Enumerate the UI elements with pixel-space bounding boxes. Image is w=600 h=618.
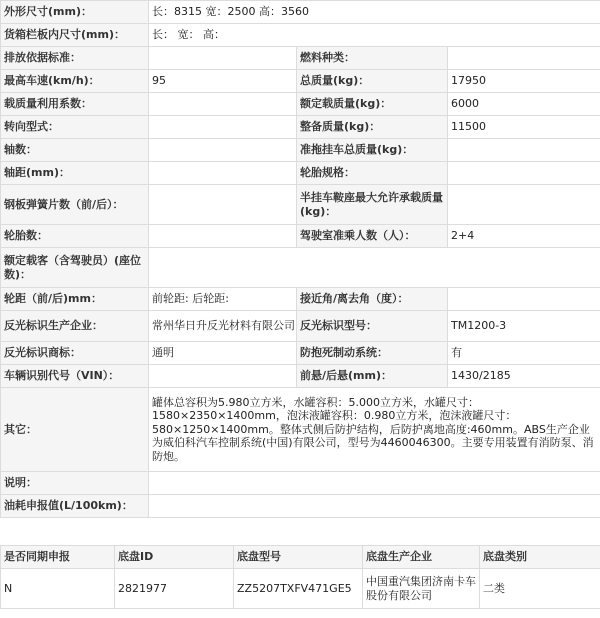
section-gap [0, 518, 600, 545]
chassis-header-concurrent: 是否同期申报 [1, 546, 115, 569]
leaf-spring-label: 钢板弹簧片数（前/后）： [1, 185, 149, 225]
chassis-header-category: 底盘类别 [480, 546, 600, 569]
spec-row-emission [1, 47, 600, 70]
curb-mass-value: 11500 [448, 116, 600, 139]
rated-load-label: 额定载质量(kg)： [297, 93, 448, 116]
dimensions-label: 外形尺寸(mm)： [1, 1, 149, 24]
spec-row-track [1, 288, 600, 311]
max-speed-value: 95 [149, 70, 297, 93]
axle-count-label: 轴数： [1, 139, 149, 162]
overhang-label: 前悬/后悬(mm)： [297, 365, 448, 388]
approach-angle-value [448, 288, 600, 311]
chassis-concurrent-value: N [1, 569, 115, 609]
fuel-type-label: 燃料种类： [297, 47, 448, 70]
emission-standard-label: 排放依据标准： [1, 47, 149, 70]
spec-row-reflector [1, 311, 600, 342]
spec-row-tires [1, 225, 600, 248]
spec-row-spring [1, 185, 600, 225]
spec-row-brand [1, 342, 600, 365]
reflector-maker-label: 反光标识生产企业： [1, 311, 149, 342]
chassis-header-row [1, 546, 600, 569]
leaf-spring-value [149, 185, 297, 225]
saddle-load-label: 半挂车鞍座最大允许承载质量(kg)： [297, 185, 448, 225]
chassis-table [0, 545, 600, 609]
fuel-consumption-label: 油耗申报值(L/100km)： [1, 495, 149, 518]
reflector-brand-label: 反光标识商标： [1, 342, 149, 365]
reflector-brand-value: 通明 [149, 342, 297, 365]
track-width-value: 前轮距: 后轮距: [149, 288, 297, 311]
table-row [1, 569, 600, 609]
chassis-model-value: ZZ5207TXFV471GE5 [234, 569, 363, 609]
rated-load-value: 6000 [448, 93, 600, 116]
chassis-header-id: 底盘ID [115, 546, 234, 569]
spec-row-axles [1, 139, 600, 162]
cab-seats-label: 驾驶室准乘人数（人）： [297, 225, 448, 248]
cargo-size-value: 长： 宽： 高： [149, 24, 600, 47]
approach-angle-label: 接近角/离去角（度）： [297, 288, 448, 311]
spec-row-utilization [1, 93, 600, 116]
reflector-model-label: 反光标识型号： [297, 311, 448, 342]
total-mass-value: 17950 [448, 70, 600, 93]
spec-row-dimensions [1, 1, 600, 24]
spec-row-notes [1, 472, 600, 495]
fuel-type-value [448, 47, 600, 70]
emission-standard-value [149, 47, 297, 70]
wheelbase-label: 轴距(mm)： [1, 162, 149, 185]
other-value: 罐体总容积为5.980立方米，水罐容积：5.000立方米，水罐尺寸：1580×2350×1400mm，泡沫液罐容积：0.980立方米，泡沫液罐尺寸：580×1250×1400mm。整体式侧后防护结构，后防护离地高度:460mm。ABS生产企业为威伯科汽车控制系统(中国)有限公司，型号为4460046300。主要专用装置有消防泵、消防炮。 [149, 388, 600, 472]
reflector-model-value: TM1200-3 [448, 311, 600, 342]
tire-count-label: 轮胎数： [1, 225, 149, 248]
tire-spec-label: 轮胎规格： [297, 162, 448, 185]
chassis-maker-value: 中国重汽集团济南卡车股份有限公司 [363, 569, 480, 609]
vin-value [149, 365, 297, 388]
chassis-id-value: 2821977 [115, 569, 234, 609]
wheelbase-value [149, 162, 297, 185]
tire-count-value [149, 225, 297, 248]
trailer-mass-label: 准拖挂车总质量(kg)： [297, 139, 448, 162]
trailer-mass-value [448, 139, 600, 162]
spec-row-wheelbase [1, 162, 600, 185]
load-utilization-value [149, 93, 297, 116]
dimensions-value: 长：8315 宽：2500 高：3560 [149, 1, 600, 24]
steering-type-label: 转向型式： [1, 116, 149, 139]
track-width-label: 轮距（前/后)mm： [1, 288, 149, 311]
vin-label: 车辆识别代号（VIN）： [1, 365, 149, 388]
spec-row-fuel-consumption [1, 495, 600, 518]
notes-label: 说明： [1, 472, 149, 495]
abs-label: 防抱死制动系统： [297, 342, 448, 365]
passenger-capacity-label: 额定载客（含驾驶员）(座位数)： [1, 248, 149, 288]
saddle-load-value [448, 185, 600, 225]
spec-row-passengers [1, 248, 600, 288]
axle-count-value [149, 139, 297, 162]
chassis-category-value: 二类 [480, 569, 600, 609]
chassis-header-maker: 底盘生产企业 [363, 546, 480, 569]
cab-seats-value: 2+4 [448, 225, 600, 248]
steering-type-value [149, 116, 297, 139]
curb-mass-label: 整备质量(kg)： [297, 116, 448, 139]
spec-row-speed [1, 70, 600, 93]
spec-row-other [1, 388, 600, 472]
max-speed-label: 最高车速(km/h)： [1, 70, 149, 93]
total-mass-label: 总质量(kg)： [297, 70, 448, 93]
notes-value [149, 472, 600, 495]
other-label: 其它： [1, 388, 149, 472]
reflector-maker-value: 常州华日升反光材料有限公司 [149, 311, 297, 342]
overhang-value: 1430/2185 [448, 365, 600, 388]
passenger-capacity-value [149, 248, 600, 288]
chassis-header-model: 底盘型号 [234, 546, 363, 569]
cargo-size-label: 货箱栏板内尺寸(mm)： [1, 24, 149, 47]
fuel-consumption-value [149, 495, 600, 518]
tire-spec-value [448, 162, 600, 185]
spec-row-cargo [1, 24, 600, 47]
spec-row-vin [1, 365, 600, 388]
spec-row-steering [1, 116, 600, 139]
load-utilization-label: 载质量利用系数： [1, 93, 149, 116]
abs-value: 有 [448, 342, 600, 365]
